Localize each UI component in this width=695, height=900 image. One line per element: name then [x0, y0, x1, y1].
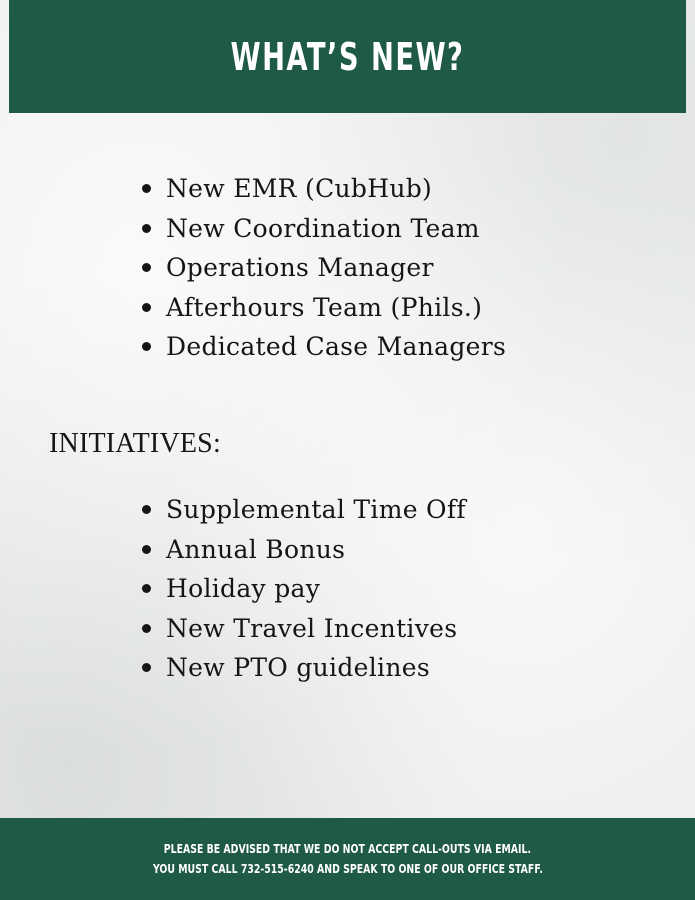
list-item	[140, 248, 506, 288]
page-title: WHAT’S NEW?	[230, 34, 465, 79]
footer-banner	[0, 818, 695, 900]
bullet-icon	[142, 184, 151, 193]
list-item-text: Supplemental Time Off	[166, 495, 466, 524]
list-item	[140, 209, 506, 249]
list-item-text: Annual Bonus	[166, 534, 346, 564]
list-item-text: Dedicated Case Managers	[166, 332, 507, 361]
list-item-text: Afterhours Team (Phils.)	[166, 292, 483, 322]
bullet-icon	[142, 263, 151, 272]
bullet-icon	[142, 303, 151, 312]
list-item-text: New Coordination Team	[166, 213, 480, 243]
list-item-text: New PTO guidelines	[166, 653, 430, 682]
bullet-icon	[142, 545, 151, 554]
bullet-icon	[142, 224, 151, 233]
list-item	[140, 327, 506, 367]
bullet-icon	[142, 342, 151, 351]
bullet-icon	[142, 584, 151, 593]
bullet-icon	[142, 505, 151, 514]
footer-notice-line-1: PLEASE BE ADVISED THAT WE DO NOT ACCEPT CALL-OUTS VIA EMAIL.	[163, 842, 532, 856]
list-item-text: Operations Manager	[166, 253, 434, 282]
list-item-text: New Travel Incentives	[166, 613, 458, 643]
initiatives-list	[140, 490, 466, 688]
list-item	[140, 169, 506, 209]
header-banner	[9, 0, 686, 113]
initiatives-heading: INITIATIVES:	[49, 428, 221, 459]
list-item-text: Holiday pay	[166, 574, 321, 603]
list-item	[140, 648, 466, 688]
list-item	[140, 490, 466, 530]
list-item	[140, 569, 466, 609]
list-item-text: New EMR (CubHub)	[166, 174, 433, 203]
list-item	[140, 609, 466, 649]
bullet-icon	[142, 624, 151, 633]
bullet-icon	[142, 663, 151, 672]
whats-new-list	[140, 169, 506, 367]
list-item	[140, 288, 506, 328]
list-item	[140, 530, 466, 570]
footer-notice-line-2: YOU MUST CALL 732-515-6240 AND SPEAK TO ONE OF OUR OFFICE STAFF.	[152, 862, 543, 876]
